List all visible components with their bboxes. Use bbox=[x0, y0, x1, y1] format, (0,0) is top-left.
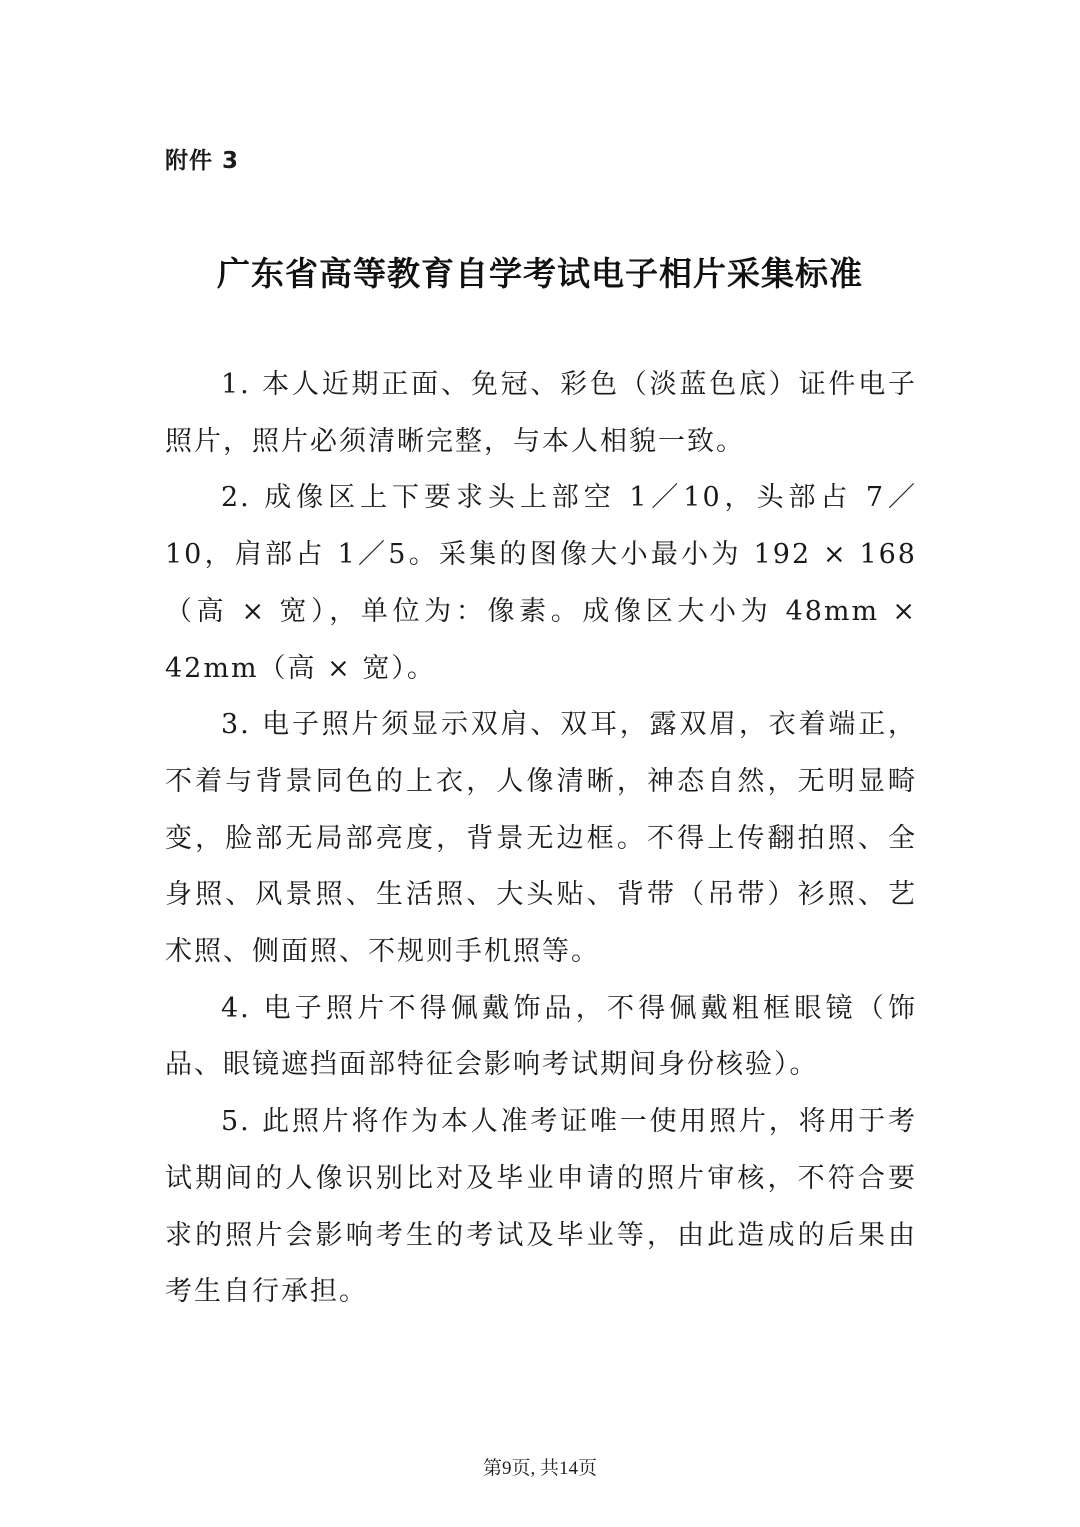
paragraph-3: 3. 电子照片须显示双肩、双耳，露双眉，衣着端正，不着与背景同色的上衣，人像清晰，神态自然，无明显畸变，脸部无局部亮度，背景无边框。不得上传翻拍照、全身照、风景照、生活照、大头贴、背带（吊带）衫照、艺术照、侧面照、不规则手机照等。 bbox=[165, 709, 917, 968]
paragraph-2: 2. 成像区上下要求头上部空 1／10，头部占 7／10，肩部占 1／5。采集的图像大小最小为 192 × 168（高 × 宽），单位为：像素。成像区大小为 48mm × 42mm（高 × 宽）。 bbox=[165, 482, 917, 684]
paragraph-4: 4. 电子照片不得佩戴饰品，不得佩戴粗框眼镜（饰品、眼镜遮挡面部特征会影响考试期间身份核验）。 bbox=[165, 992, 917, 1081]
paragraph-5: 5. 此照片将作为本人准考证唯一使用照片，将用于考试期间的人像识别比对及毕业申请的照片审核，不符合要求的照片会影响考生的考试及毕业等，由此造成的后果由考生自行承担。 bbox=[165, 1106, 917, 1308]
page-number-footer: 第9页, 共14页 bbox=[482, 1458, 597, 1479]
paragraph-1: 1. 本人近期正面、免冠、彩色（淡蓝色底）证件电子照片，照片必须清晰完整，与本人相貌一致。 bbox=[165, 369, 917, 457]
document-body bbox=[165, 357, 917, 1321]
document-title: 广东省高等教育自学考试电子相片采集标准 bbox=[217, 254, 863, 293]
attachment-label: 附件 3 bbox=[165, 148, 240, 174]
